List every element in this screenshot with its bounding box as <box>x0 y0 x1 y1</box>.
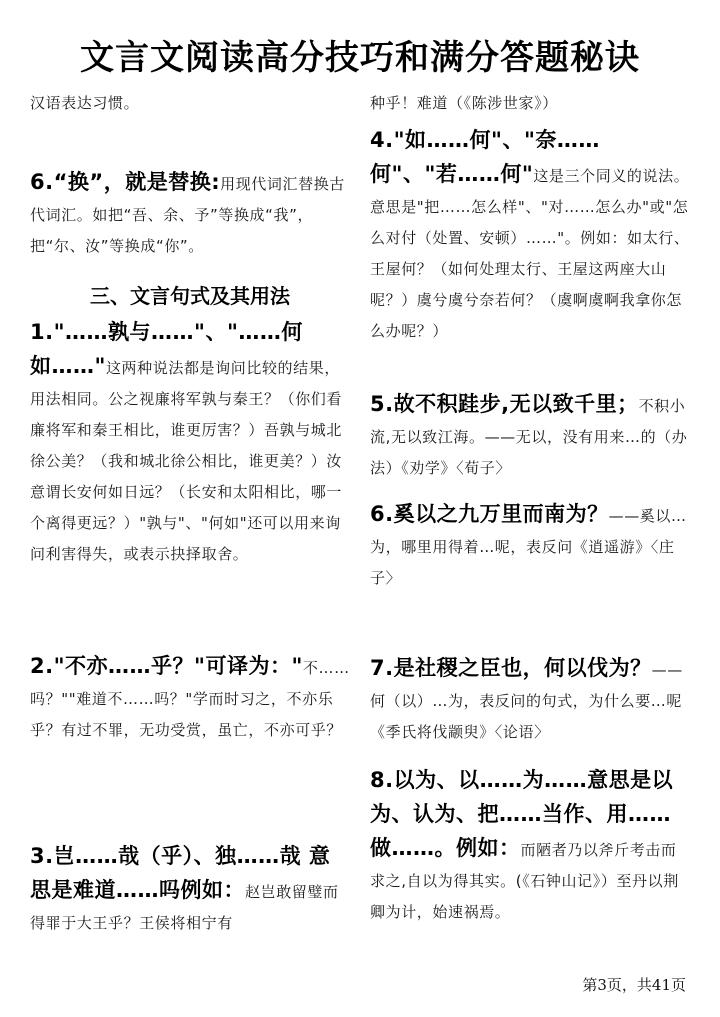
pattern-5-text: 不积小流,无以致江海。——无以，没有用来…的（办法）《劝学》〈荀子〉 <box>370 397 688 477</box>
pattern-4-heading: 4."如……何"、"奈……何"、"若……何" <box>370 128 600 186</box>
pattern-8-text: 而陋者乃以斧斤考击而求之,自以为得其实。(《石钟山记》）至丹以荆卿为计，始速祸焉。 <box>370 841 679 921</box>
item-6-heading: 6.“换”，就是替换: <box>30 170 221 194</box>
item-6-text: 用现代词汇替换古代词汇。如把“吾、余、予”等换成“我”，把“尔、汝”等换成“你”。 <box>30 175 345 255</box>
section-heading: 三、文言句式及其用法 <box>90 284 290 308</box>
left-continuation: 汉语表达习惯。 <box>30 94 140 112</box>
pattern-7-text: ——何（以）…为，表反问的句式，为什么要…呢《季氏将伐颛臾》〈论语〉 <box>370 661 683 741</box>
sentence-pattern-1 <box>30 316 350 570</box>
pattern-1-heading: 1."……孰与……"、"……何如……" <box>30 320 303 378</box>
sentence-pattern-3 <box>30 840 350 939</box>
sentence-pattern-8 <box>370 764 690 928</box>
page-number: 第3页，共41页 <box>582 976 686 994</box>
sentence-pattern-5 <box>370 388 690 484</box>
pattern-3-heading: 3.岂……哉（乎）、独……哉 意思是难道……吗例如： <box>30 844 331 902</box>
right-continuation: 种乎！难道（《陈涉世家》） <box>370 94 558 112</box>
pattern-2-text: 不……吗？""难道不……吗？"学而时习之，不亦乐乎？有过不罪，无功受赏，虽亡，不亦可乎？ <box>30 659 350 739</box>
pattern-1-text: 这两种说法都是询问比较的结果，用法相同。公之视廉将军孰与秦王？（你们看廉将军和秦王相比，谁更厉害？）吾孰与城北徐公美？（我和城北徐公相比，谁更美？）汝意谓长安何如日远？（长安和太阳相比，哪一个离得更远？）"孰与"、"何如"还可以用来询问利害得失，或表示抉择取舍。 <box>30 359 343 563</box>
pattern-2-heading: 2."不亦……乎？"可译为：" <box>30 654 303 678</box>
pattern-3-text: 赵岂敢留璧而得罪于大王乎？王侯将相宁有 <box>30 883 339 932</box>
sentence-pattern-7 <box>370 652 690 748</box>
pattern-5-heading: 5.故不积跬步,无以致千里； <box>370 392 639 416</box>
page-title: 文言文阅读高分技巧和满分答题秘诀 <box>80 38 640 78</box>
pattern-7-heading: 7.是社稷之臣也，何以伐为？ <box>370 656 652 680</box>
sentence-pattern-6 <box>370 498 690 594</box>
pattern-4-text: 这是三个同义的说法。意思是"把……怎么样"、"对……怎么办"或"怎么对付（处置、安顿）……"。例如：如太行、王屋何？（如何处理太行、王屋这两座大山呢？）虞兮虞兮奈若何？（虞啊虞啊我拿你怎么办呢？） <box>370 167 690 340</box>
pattern-8-heading: 8.以为、以……为……意思是以为、认为、把……当作、用……做……。例如： <box>370 768 674 860</box>
pattern-6-heading: 6.奚以之九万里而南为？ <box>370 502 609 526</box>
pattern-6-text: ——奚以…为，哪里用得着…呢，表反问《逍遥游》〈庄子〉 <box>370 507 687 587</box>
sentence-pattern-4 <box>370 124 690 347</box>
item-6-replace <box>30 166 350 262</box>
sentence-pattern-2 <box>30 650 350 746</box>
